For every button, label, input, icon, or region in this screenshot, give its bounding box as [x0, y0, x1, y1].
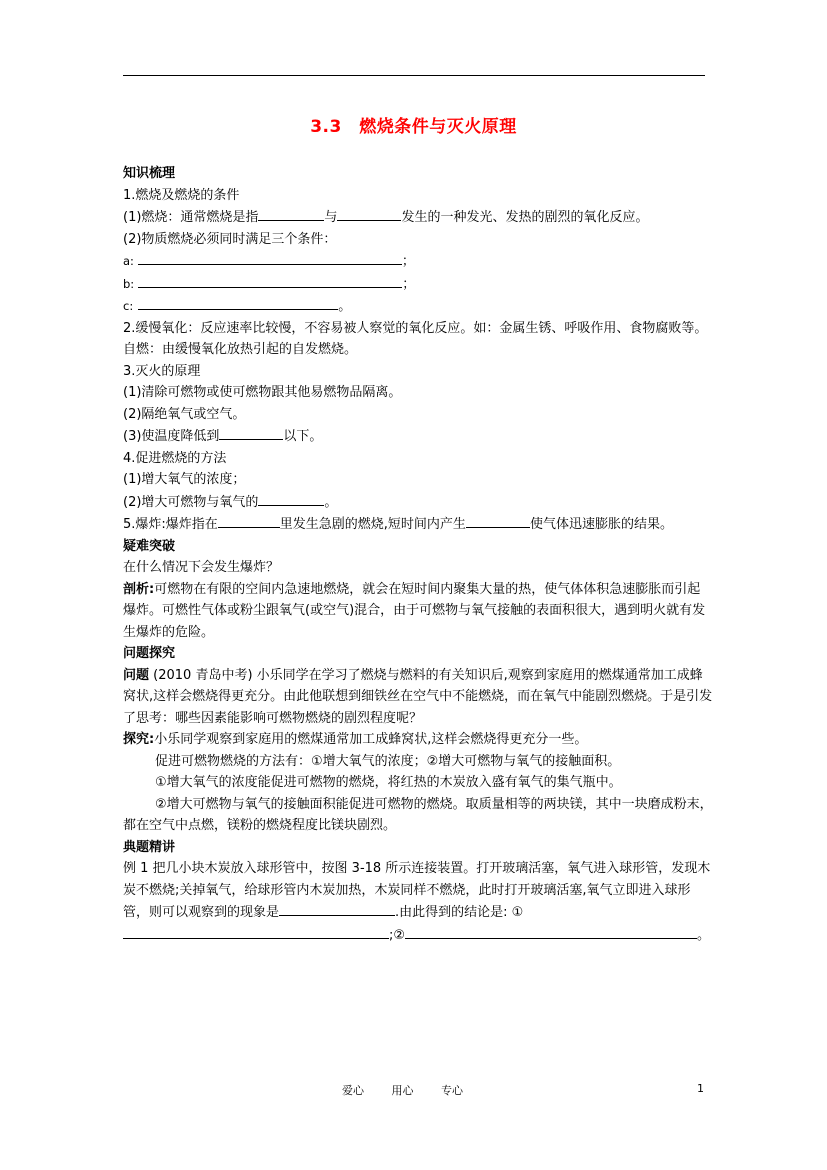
difficulty-question: 在什么情况下会发生爆炸？	[123, 560, 280, 575]
item-2: 2.缓慢氧化：反应速率比较慢，不容易被人察觉的氧化反应。如：金属生锈、呼吸作用、食物腐败等。	[123, 320, 708, 336]
item-4-heading: 4.促进燃烧的方法	[123, 450, 227, 466]
item-3-3: (3)使温度降低到 以下。	[123, 425, 713, 448]
item-1-heading: 1.燃烧及燃烧的条件	[123, 187, 240, 203]
condition-c: c: 。	[123, 295, 713, 318]
section-heading-examples: 典题精讲	[123, 839, 176, 855]
item-3-heading: 3.灭火的原理	[123, 363, 201, 379]
section-heading-difficulty: 疑难突破	[123, 538, 176, 554]
self-ignition: 自燃：由缓慢氧化放热引起的自发燃烧。	[123, 342, 358, 357]
blank-field	[218, 513, 280, 528]
blank-field	[258, 491, 324, 506]
inquiry-question: 问题 (2010 青岛中考) 小乐同学在学习了燃烧与燃料的有关知识后,观察到家庭用的燃煤通常加工成蜂窝状,这样会燃烧得更充分。由此他联想到细铁丝在空气中不能燃烧，而在氧气中能剧烈燃烧。于是引发了思考：哪些因素能影响可燃物燃烧的剧烈程度呢？	[123, 667, 713, 726]
section-heading-knowledge: 知识梳理	[123, 166, 176, 181]
page-number: 1	[697, 1082, 704, 1095]
inquiry-method: 促进可燃物燃烧的方法有：①增大氧气的浓度；②增大可燃物与氧气的接触面积。	[155, 753, 621, 769]
inquiry-point-2: ②增大可燃物与氧气的接触面积能促进可燃物的燃烧。取质量相等的两块镁，其中一块磨成粉末，都在空气中点燃，镁粉的燃烧程度比镁块剧烈。	[123, 796, 713, 833]
page-title: 3.3 燃烧条件与灭火原理	[310, 117, 517, 137]
item-1-2: (2)物质燃烧必须同时满足三个条件：	[123, 231, 337, 247]
item-5: 5.爆炸:爆炸指在 里发生急剧的燃烧,短时间内产生 使气体迅速膨胀的结果。	[123, 513, 713, 536]
header-rule	[123, 75, 705, 76]
condition-a: a: ；	[123, 250, 713, 273]
footer-motto: 爱心 用心 专心	[342, 1084, 463, 1097]
condition-b: b: ；	[123, 273, 713, 296]
blank-field	[138, 250, 402, 265]
difficulty-analysis: 剖析:可燃物在有限的空间内急速地燃烧，就会在短时间内聚集大量的热，使气体体积急速膨胀而引起爆炸。可燃性气体或粉尘跟氧气(或空气)混合，由于可燃物与氧气接触的表面积很大，遇到明火就有发生爆炸的危险。	[123, 581, 706, 640]
blank-field	[123, 924, 389, 939]
blank-field	[258, 206, 324, 221]
blank-field	[466, 513, 530, 528]
item-3-1: (1)清除可燃物或使可燃物跟其他易燃物品隔离。	[123, 385, 402, 400]
document-body	[123, 163, 713, 946]
blank-field	[337, 206, 401, 221]
item-4-2: (2)增大可燃物与氧气的 。	[123, 491, 713, 514]
inquiry-point-1: ①增大氧气的浓度能促进可燃物的燃烧，将红热的木炭放入盛有氧气的集气瓶中。	[155, 775, 622, 790]
blank-field	[138, 295, 338, 310]
blank-field	[138, 273, 402, 288]
inquiry-exploration: 探究:小乐同学观察到家庭用的燃煤通常加工成蜂窝状,这样会燃烧得更充分一些。	[123, 732, 588, 747]
item-4-1: (1)增大氧气的浓度；	[123, 472, 246, 487]
section-heading-inquiry: 问题探究	[123, 646, 176, 661]
item-3-2: (2)隔绝氧气或空气。	[123, 406, 246, 422]
blank-field	[219, 425, 283, 440]
blank-field	[405, 924, 697, 939]
blank-field	[279, 901, 395, 916]
example-1: 例 1 把几小块木炭放入球形管中，按图 3-18 所示连接装置。打开玻璃活塞，氧气进入球形管，发现木炭不燃烧;关掉氧气，给球形管内木炭加热，木炭同样不燃烧，此时打开玻璃活塞,氧气立即进入球形管，则可以观察到的现象是 .由此得到的结论是: ① ;② 。	[123, 861, 711, 943]
item-1-1: (1)燃烧：通常燃烧是指 与 发生的一种发光、发热的剧烈的氧化反应。	[123, 206, 713, 229]
